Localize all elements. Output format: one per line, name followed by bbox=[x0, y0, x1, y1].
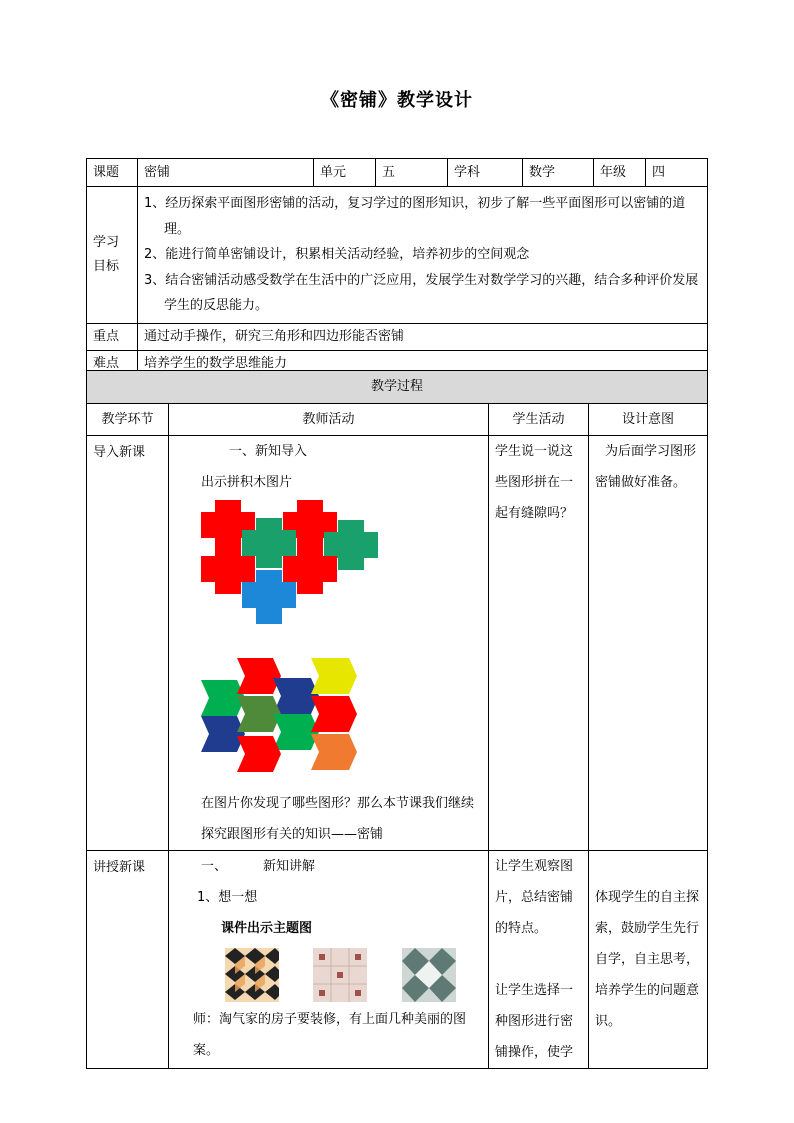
goal-3: 3、结合密铺活动感受数学在生活中的广泛应用，发展学生对数学学习的兴趣，结合多种评价发展学生的反思能力。 bbox=[144, 272, 699, 313]
lecture-student-1: 让学生观察图片，总结密铺的特点。 bbox=[495, 859, 574, 936]
goal-2: 2、能进行简单密铺设计，积累相关活动经验，培养初步的空间观念 bbox=[144, 247, 530, 262]
grade-label: 年级 bbox=[594, 159, 646, 187]
topic-value: 密铺 bbox=[138, 159, 314, 187]
goals-label: 学习目标 bbox=[87, 187, 138, 324]
cross-tiles-picture bbox=[201, 498, 391, 628]
lecture-sub: 1、想一想 bbox=[197, 890, 258, 905]
tile-pattern-squares bbox=[313, 948, 367, 1002]
lecture-student bbox=[489, 851, 589, 1069]
key-label: 重点 bbox=[87, 323, 138, 350]
lecture-design: 体现学生的自主探索，鼓励学生先行自学，自主思考，培养学生的问题意识。 bbox=[589, 851, 708, 1069]
difficulty-value: 培养学生的数学思维能力 bbox=[138, 350, 708, 377]
lecture-teacher-text: 师：淘气家的房子要装修，有上面几种美丽的图案。 bbox=[193, 1012, 467, 1058]
difficulty-label: 难点 bbox=[87, 350, 138, 377]
topic-label: 课题 bbox=[87, 159, 138, 187]
theme-pictures bbox=[179, 948, 482, 1002]
intro-teacher bbox=[169, 436, 489, 851]
grade-value: 四 bbox=[646, 159, 708, 187]
process-table bbox=[86, 370, 708, 1069]
goal-1: 1、经历探索平面图形密铺的活动，复习学过的图形知识，初步了解一些平面图形可以密铺的道理。 bbox=[144, 196, 686, 237]
unit-label: 单元 bbox=[314, 159, 376, 187]
unit-value: 五 bbox=[376, 159, 448, 187]
arrow-tile-yellow bbox=[311, 658, 357, 694]
intro-heading: 一、新知导入 bbox=[229, 444, 308, 459]
arrow-tile-red-2 bbox=[311, 696, 357, 732]
arrow-tile-red-3 bbox=[237, 736, 281, 772]
header-student: 学生活动 bbox=[489, 404, 589, 436]
arrow-tile-navy-2 bbox=[201, 716, 245, 752]
header-stage: 教学环节 bbox=[87, 404, 169, 436]
document-title: 《密铺》教学设计 bbox=[321, 90, 473, 111]
info-table bbox=[86, 158, 708, 378]
lecture-heading: 一、 新知讲解 bbox=[201, 859, 316, 874]
tile-pattern-cubes bbox=[225, 948, 279, 1002]
header-teacher: 教师活动 bbox=[169, 404, 489, 436]
header-design: 设计意图 bbox=[589, 404, 708, 436]
lecture-teacher bbox=[169, 851, 489, 1069]
intro-show: 出示拼积木图片 bbox=[201, 475, 293, 490]
goals-cell bbox=[138, 187, 708, 324]
intro-question: 在图片你发现了哪些图形？那么本节课我们继续探究跟图形有关的知识——密铺 bbox=[201, 796, 475, 842]
key-value: 通过动手操作，研究三角形和四边形能否密铺 bbox=[138, 323, 708, 350]
intro-stage: 导入新课 bbox=[87, 436, 169, 851]
arrow-tile-red-1 bbox=[237, 658, 281, 694]
intro-design: 为后面学习图形密铺做好准备。 bbox=[589, 436, 708, 851]
arrow-tiles-picture bbox=[201, 658, 361, 778]
courseware-caption: 课件出示主题图 bbox=[221, 921, 313, 936]
lecture-stage: 讲授新课 bbox=[87, 851, 169, 1069]
arrow-tile-orange bbox=[311, 734, 357, 770]
intro-student: 学生说一说这些图形拼在一起有缝隙吗？ bbox=[489, 436, 589, 851]
subject-label: 学科 bbox=[448, 159, 523, 187]
subject-value: 数学 bbox=[523, 159, 594, 187]
tile-pattern-diamonds bbox=[402, 948, 456, 1002]
lecture-student-2: 让学生选择一种图形进行密铺操作，使学 bbox=[495, 983, 574, 1060]
process-title: 教学过程 bbox=[87, 371, 708, 404]
